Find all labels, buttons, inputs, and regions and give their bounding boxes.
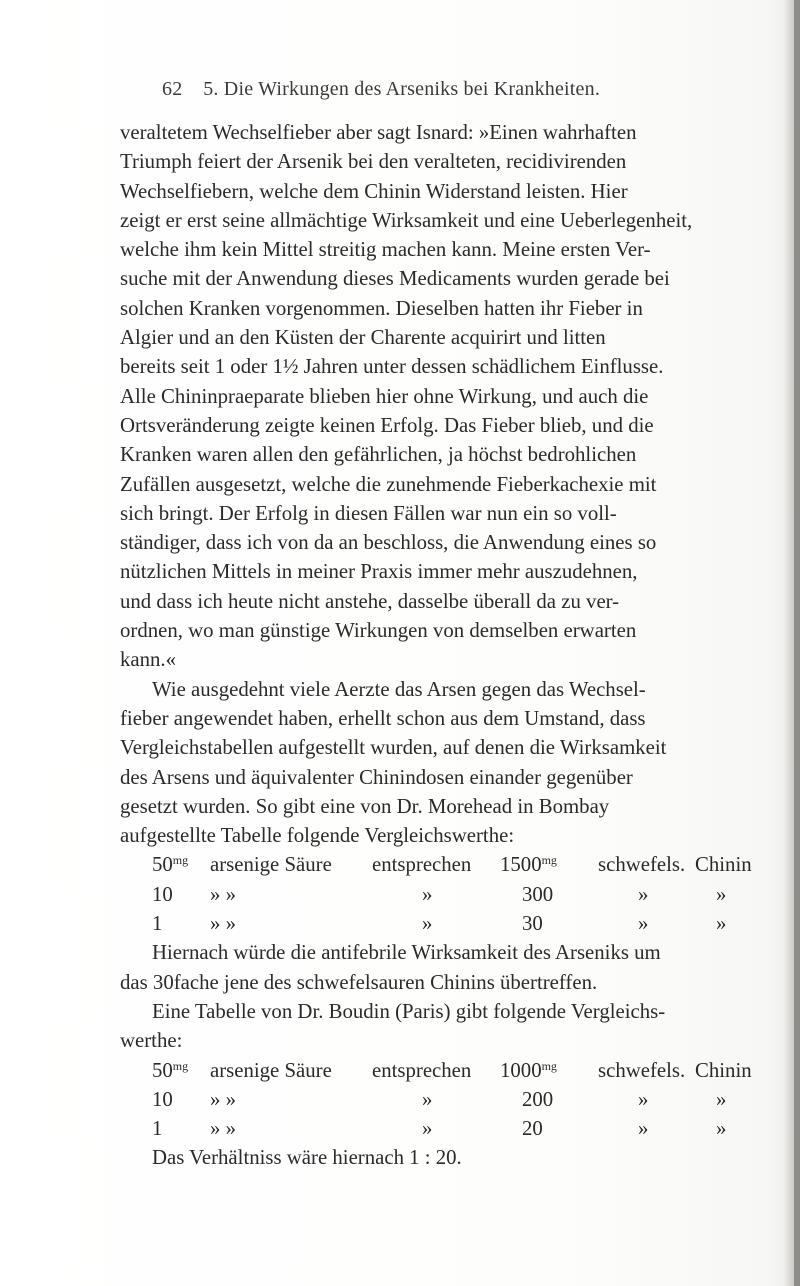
text-line	[120, 587, 732, 616]
table-cell-verb: »	[422, 1087, 433, 1111]
text-line-content: Kranken waren allen den gefährlichen, ja höchst bedrohlichen	[120, 443, 637, 467]
ratio-text: Das Verhältniss wäre hiernach 1 : 20.	[152, 1146, 462, 1170]
running-header	[162, 78, 600, 101]
text-line-content: aufgestellte Tabelle folgende Vergleichswerthe:	[120, 824, 515, 848]
text-line	[120, 323, 732, 352]
text-line-content: Alle Chininpraeparate blieben hier ohne Wirkung, und auch die	[120, 384, 649, 408]
table-row	[120, 850, 752, 879]
table-morehead	[120, 850, 752, 938]
text-line-content: Wie ausgedehnt viele Aerzte das Arsen gegen das Wechsel-	[152, 677, 646, 701]
text-line-content: Wechselfiebern, welche dem Chinin Widerstand leisten. Hier	[120, 179, 628, 203]
text-line-content: kann.«	[120, 648, 177, 672]
text-line	[120, 118, 732, 147]
text-line-content: ordnen, wo man günstige Wirkungen von demselben erwarten	[120, 619, 637, 643]
text-line	[120, 968, 732, 997]
table-cell-b-text2: Chinin	[695, 853, 752, 877]
text-line	[120, 557, 732, 586]
table-cell-a: 1	[152, 912, 163, 936]
final-ratio-line	[120, 1143, 732, 1172]
paragraph-conclusion-morehead	[120, 938, 732, 997]
paragraph-boudin	[120, 997, 732, 1056]
table-cell-b-text1: »	[638, 882, 649, 906]
text-line-content: Triumph feiert der Arsenik bei den veralteten, recidivirenden	[120, 150, 627, 174]
unit-superscript: mg	[172, 1058, 189, 1073]
text-line-content: des Arsens und äquivalenter Chinindosen einander gegenüber	[120, 765, 633, 789]
text-line-content: Zufällen ausgesetzt, welche die zunehmende Fieberkachexie mit	[120, 472, 657, 496]
page-number: 62	[162, 78, 183, 100]
unit-superscript: mg	[172, 853, 189, 868]
paragraph-isnard-quote	[120, 118, 732, 675]
text-line-content: veraltetem Wechselfieber aber sagt Isnard: »Einen wahrhaften	[120, 121, 637, 144]
running-title: 5. Die Wirkungen des Arseniks bei Krankheiten.	[203, 78, 601, 100]
table-row	[120, 1056, 752, 1085]
table-cell-a-text: arsenige Säure	[210, 853, 332, 877]
table-cell-verb: »	[422, 882, 433, 906]
table-cell-a: 10	[152, 882, 173, 906]
text-line-content: Eine Tabelle von Dr. Boudin (Paris) gibt folgende Vergleichs-	[152, 999, 666, 1023]
page-binding-edge	[794, 0, 800, 1286]
text-line-content: werthe:	[120, 1029, 183, 1053]
unit-superscript: mg	[541, 1058, 557, 1073]
text-line-content: und dass ich heute nicht anstehe, dasselbe überall da zu ver-	[120, 589, 620, 613]
text-line-content: Ortsveränderung zeigte keinen Erfolg. Das Fieber blieb, und die	[120, 413, 654, 437]
text-line	[120, 264, 732, 293]
text-line	[120, 733, 732, 762]
text-line-content: welche ihm kein Mittel streitig machen kann. Meine ersten Ver-	[120, 238, 651, 262]
table-cell-a: 10	[152, 1087, 173, 1111]
table-cell-b: 300	[522, 882, 554, 906]
text-line-content: Vergleichstabellen aufgestellt wurden, auf denen die Wirksamkeit	[120, 736, 667, 760]
text-line-content: zeigt er erst seine allmächtige Wirksamkeit und eine Ueberlegenheit,	[120, 208, 693, 232]
text-line-content: nützlichen Mittels in meiner Praxis immer mehr auszudehnen,	[120, 560, 638, 584]
text-line	[120, 352, 732, 381]
text-line-content: gesetzt wurden. So gibt eine von Dr. Morehead in Bombay	[120, 794, 610, 818]
table-cell-b-text1: »	[638, 912, 649, 936]
text-line	[120, 645, 732, 674]
text-line	[120, 177, 732, 206]
text-line	[120, 528, 732, 557]
unit-superscript: mg	[541, 853, 557, 868]
table-cell-a-text: » »	[210, 912, 236, 936]
text-line	[120, 235, 732, 264]
text-line	[120, 616, 732, 645]
page-body	[120, 118, 752, 1173]
text-line	[120, 147, 732, 176]
text-line-content: sich bringt. Der Erfolg in diesen Fällen war nun ein so voll-	[120, 501, 617, 525]
text-line-content: bereits seit 1 oder 1½ Jahren unter dessen schädlichem Einflusse.	[120, 355, 664, 379]
text-line-content: das 30fache jene des schwefelsauren Chinins übertreffen.	[120, 970, 598, 994]
table-cell-a-text: » »	[210, 1087, 236, 1111]
text-line-content: ständiger, dass ich von da an beschloss, die Anwendung eines so	[120, 531, 657, 555]
table-cell-b-text1: »	[638, 1087, 649, 1111]
table-cell-b: 20	[522, 1117, 543, 1141]
text-line-content: suche mit der Anwendung dieses Medicaments wurden gerade bei	[120, 267, 670, 291]
text-line-content: Algier und an den Küsten der Charente acquirirt und litten	[120, 326, 606, 350]
text-line-content: solchen Kranken vorgenommen. Dieselben hatten ihr Fieber in	[120, 296, 643, 320]
text-line	[120, 704, 732, 733]
text-line-content: fieber angewendet haben, erhellt schon aus dem Umstand, dass	[120, 706, 646, 730]
text-line	[120, 411, 732, 440]
table-row	[120, 1085, 732, 1114]
table-cell-b-text2: »	[716, 912, 727, 936]
text-line	[120, 470, 732, 499]
table-cell-verb: »	[422, 912, 433, 936]
text-line	[120, 206, 732, 235]
table-cell-verb: entsprechen	[372, 1058, 472, 1082]
paragraph-comparison-tables	[120, 675, 732, 851]
table-cell-b-text2: Chinin	[695, 1058, 752, 1082]
text-line	[120, 821, 732, 850]
text-line	[120, 1026, 732, 1055]
table-boudin	[120, 1056, 752, 1144]
text-line	[120, 440, 732, 469]
table-cell-b-text2: »	[716, 1087, 727, 1111]
table-row	[120, 1114, 732, 1143]
text-line	[120, 294, 732, 323]
table-cell-b-text2: »	[716, 1117, 727, 1141]
text-line	[120, 938, 732, 967]
table-cell-verb: entsprechen	[372, 853, 472, 877]
table-cell-a-text: » »	[210, 1117, 236, 1141]
table-cell-verb: »	[422, 1117, 433, 1141]
table-cell-a-text: arsenige Säure	[210, 1058, 332, 1082]
table-cell-b-text1: »	[638, 1117, 649, 1141]
text-line	[120, 499, 732, 528]
table-cell-a: $50^{mg}$	[152, 1058, 189, 1082]
table-cell-b: $1000^{mg}$	[500, 1058, 557, 1082]
table-row	[120, 909, 732, 938]
text-line	[120, 763, 732, 792]
text-line	[120, 675, 732, 704]
table-cell-b-text1: schwefels.	[598, 1058, 686, 1082]
table-cell-b-text1: schwefels.	[598, 853, 686, 877]
table-cell-a: 1	[152, 1117, 163, 1141]
text-line	[120, 792, 732, 821]
text-line	[120, 382, 732, 411]
table-cell-b: $1500^{mg}$	[500, 853, 557, 877]
table-cell-a-text: » »	[210, 882, 236, 906]
table-cell-b-text2: »	[716, 882, 727, 906]
text-line	[120, 997, 732, 1026]
table-cell-a: $50^{mg}$	[152, 853, 189, 877]
text-line-content: Hiernach würde die antifebrile Wirksamkeit des Arseniks um	[152, 941, 661, 965]
table-cell-b: 200	[522, 1087, 554, 1111]
table-row	[120, 880, 732, 909]
table-cell-b: 30	[522, 912, 543, 936]
